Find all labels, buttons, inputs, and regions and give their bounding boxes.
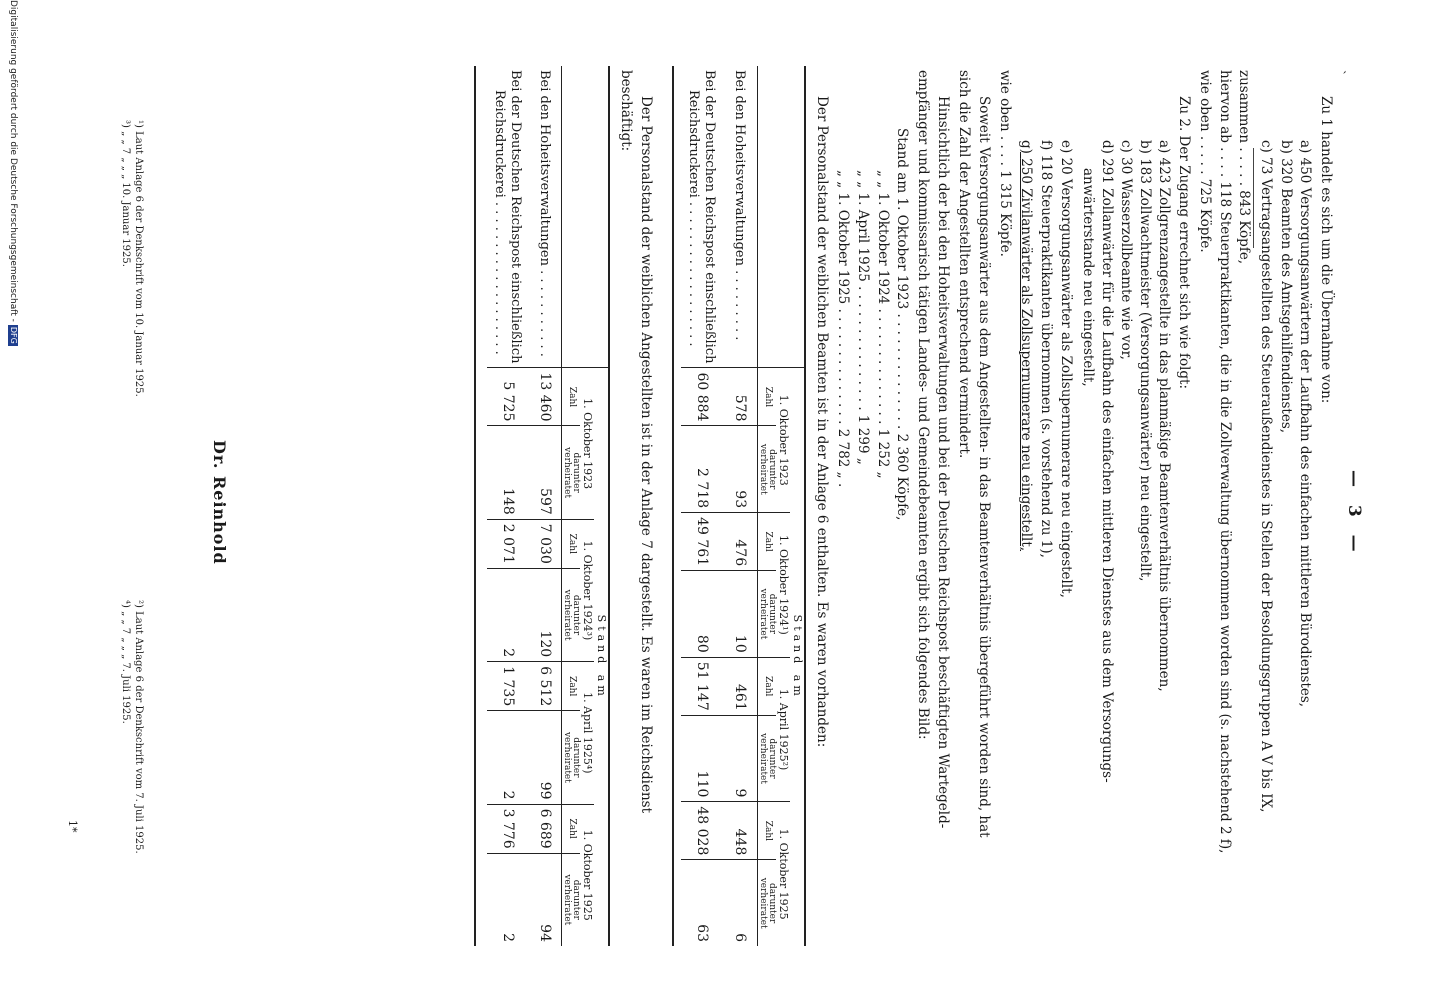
list1-item-a: a) 450 Versorgungsanwärtern der Laufbahn des einfachen mittleren Bürodienstes, xyxy=(1297,140,1313,708)
stand-4: „ „ 1. Oktober 1925 . . . . . . . . . . . . . . 2 782 „ . xyxy=(835,170,851,488)
page-number: — 3 — xyxy=(1344,470,1364,558)
col-date-2: 1. Oktober 1924¹) xyxy=(777,513,791,658)
table-row: Bei den Hoheitsverwaltungen . . . . . . . . . . . 13 460 597 7 030 120 6 512 99 6 689 94 xyxy=(527,66,561,946)
table-row: Bei der Deutschen Reichspost einschließlich Reichsdruckerei . . . . . . . . . . . . . . . . . . . 5 725 148 2 071 2 1 735 2 3 776 2 xyxy=(487,66,527,946)
footnote-2: ²) Laut Anlage 6 der Denkschrift vom 7. Juli 1925. xyxy=(133,600,144,854)
zu2-heading: Zu 2. Der Zugang errechnet sich wie folgt: xyxy=(1176,96,1192,390)
paragraph-3: Der Personalstand der weiblichen Beamten ist in der Anlage 6 enthalten. Es waren vorhanden: xyxy=(814,96,830,748)
table-female-employees: Stand am 1. Oktober 1923 1. Oktober 1924³) 1. April 1925⁴) 1. Oktober 1925 Zahl darunter verheiratet Zahl darunter verheiratet Zahl darunter verheiratet Zahl darunter verheiratet Bei den Hoheitsverwaltungen . . . . . . . . . . . 13 460 597 7 030 120 6 512 99 6 689 94 Bei der Deutschen Reichspost einschließlich Reichsdruckerei . . . . . . . . . . . . . . . . . . . 5 725 148 2 071 2 1 735 2 3 776 2 xyxy=(487,66,608,946)
paragraph-1-line-1: Soweit Versorgungsanwärter aus dem Angestellten- in das Beamtenverhältnis übergeführt worden sind, hat xyxy=(976,96,992,838)
list2-item-a: a) 423 Zollgrenzangestellte in das planmäßige Beamtenverhältnis übernommen, xyxy=(1156,140,1172,692)
sum-hiervon-ab: hiervon ab . . . . 118 Steuerpraktikanten, die in die Zollverwaltung übernommen worden sind (s. nachstehend 2 f), xyxy=(1217,70,1233,854)
paragraph-4-line-2: beschäftigt: xyxy=(618,70,634,152)
corner-mark: ˴ xyxy=(1338,70,1354,75)
signature: Dr. Reinhold xyxy=(210,440,229,565)
paragraph-4-line-1: Der Personalstand der weiblichen Angestellten ist in der Anlage 7 dargestellt. Es waren im Reichsdienst xyxy=(638,96,654,814)
sum-zusammen: zusammen . . . . . 843 Köpfe, xyxy=(1236,70,1252,265)
intro-line: Zu 1 handelt es sich um die Übernahme von: xyxy=(1318,96,1334,404)
list1-item-c: c) 73 Vertragsangestellten des Steueraußendienstes in Stellen der Besoldungsgruppen A V bis IX, xyxy=(1258,140,1274,813)
paragraph-2-line-2: empfänger und kommissarisch tätigen Landes- und Gemeindebeamten ergibt sich folgendes Bild: xyxy=(915,70,931,740)
footer-mark: 1* xyxy=(66,820,79,833)
col-date-1: 1. Oktober 1923 xyxy=(777,368,791,513)
footnote-4: ⁴) „ „ 7 „ „ „ 7. Juli 1925. xyxy=(120,600,131,724)
paragraph-2-line-1: Hinsichtlich der bei den Hoheitsverwaltungen und bei der Deutschen Reichspost beschäftigten Wartegeld- xyxy=(935,96,951,829)
list2-item-e: e) 20 Versorgungsanwärter als Zollsupernumerare neu eingestellt, xyxy=(1058,140,1074,598)
table-row: Bei den Hoheitsverwaltungen . . . . . . . . . 578 93 476 10 461 9 448 6 xyxy=(721,66,757,946)
footnote-3: ³) „ „ 7 „ „ „ 10. Januar 1925. xyxy=(120,120,131,267)
digitization-note: Digitalisierung gefördert durch die Deutsche Forschungsgemeinschaft -DFG xyxy=(8,0,18,344)
paragraph-1-line-2: sich die Zahl der Angestellten entsprechend vermindert. xyxy=(956,70,972,459)
sum-wie-oben-2: wie oben . . . . 1 315 Köpfe. xyxy=(997,70,1013,257)
list1-item-b: b) 320 Beamten des Amtsgehilfendienstes, xyxy=(1278,140,1294,434)
table-head-stand: Stand am xyxy=(790,368,804,946)
list2-item-g: g) 250 Zivilanwärter als Zollsupernumerare neu eingestellt, xyxy=(1018,140,1034,552)
stand-1: Stand am 1. Oktober 1923 . . . . . . . . . . . . . . 2 360 Köpfe, xyxy=(894,128,910,521)
dfg-logo: DFG xyxy=(9,326,18,344)
table-row: Bei der Deutschen Reichspost einschließlich Reichsdruckerei . . . . . . . . . . . . . . . . . . 60 884 2 718 49 761 80 51 147 110 48 028 63 xyxy=(681,66,721,946)
list2-item-c: c) 30 Wasserzollbeamte wie vor, xyxy=(1118,140,1134,360)
col-date-3: 1. April 1925²) xyxy=(777,657,791,802)
sum-wie-oben: wie oben . . . . . 725 Köpfe. xyxy=(1197,70,1213,253)
list2-item-b: b) 183 Zollwachtmeister (Versorgungsanwärter) neu eingestellt, xyxy=(1137,140,1153,582)
stand-3: „ „ 1. April 1925 . . . . . . . . . . . . . . . 1 299 „ xyxy=(855,170,871,465)
list2-item-d: d) 291 Zollanwärter für die Laufbahn des einfachen mittleren Dienstes aus dem Versorgungs- xyxy=(1099,140,1115,783)
col-date-4: 1. Oktober 1925 xyxy=(777,802,791,946)
stand-2: „ „ 1. Oktober 1924 . . . . . . . . . . . . . . 1 252 „ xyxy=(875,170,891,479)
footnote-1: ¹) Laut Anlage 6 der Denkschrift vom 10. Januar 1925. xyxy=(133,120,144,397)
table-female-officials: Stand am 1. Oktober 1923 1. Oktober 1924¹) 1. April 1925²) 1. Oktober 1925 Zahl darunter verheiratet Zahl darunter verheiratet Zahl darunter verheiratet Zahl darunter verheiratet Bei den Hoheitsverwaltungen . . . . . . . . . 578 93 476 10 461 9 448 6 Bei der Deutschen Reichspost einschließlich Reichsdruckerei . . . . . . . . . . . . . . . . . . 60 884 2 718 49 761 80 51 147 110 48 028 63 xyxy=(681,66,804,946)
list2-item-d-cont: anwärterstande neu eingestellt, xyxy=(1080,168,1096,387)
list2-item-f: f) 118 Steuerpraktikanten übernommen (s. vorstehend zu 1), xyxy=(1038,140,1054,558)
